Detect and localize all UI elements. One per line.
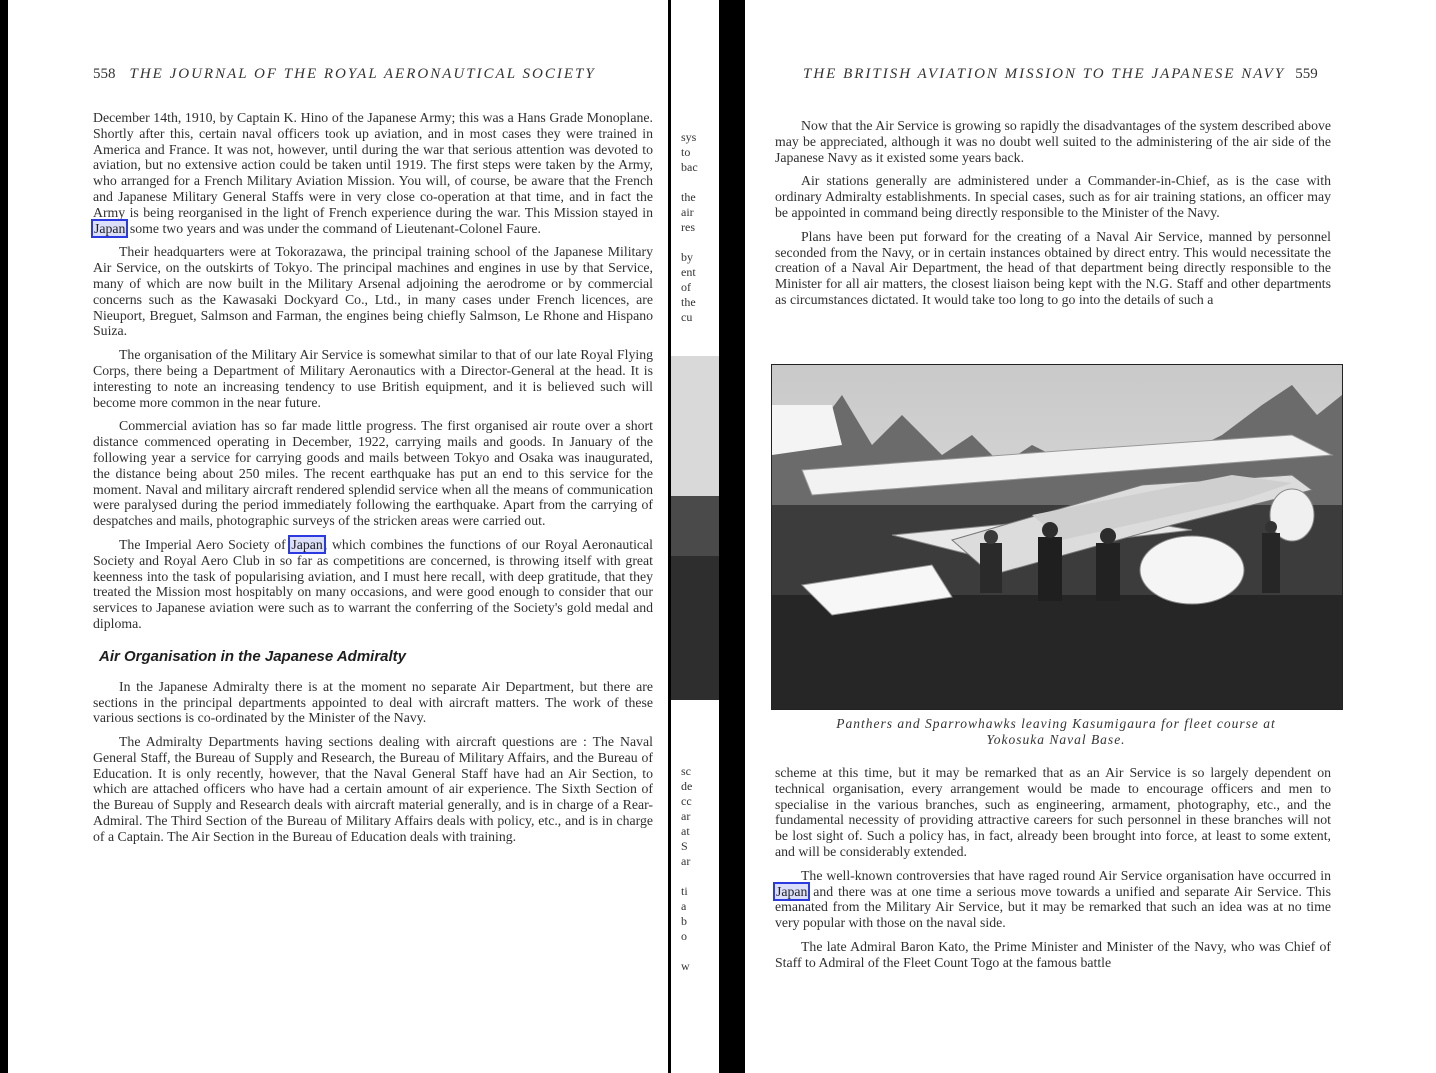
search-highlight-japan[interactable]: Japan: [776, 883, 808, 899]
adjacent-page-photo-edge: [671, 356, 719, 700]
text-span: December 14th, 1910, by Captain K. Hino of the Japanese Army; this was a Hans Grade Monoplane. Shortly after this, certain naval officers took up aviation, and in most cases they were trained in America and France. It was not, however, until during the war that serious attention was devoted to aviation, but no extensive action could be taken until 1919. The first steps were taken by the Army, who arranged for a French Military Aviation Mission. You will, of course, be aware that the French and Japanese Military General Staffs were in very close co-operation at that time, and in fact the Army is being reorganised in the light of French experience during the war. This Mission stayed in: [93, 110, 653, 220]
right-text-column-bottom: [775, 765, 1331, 979]
text-span: The well-known controversies that have raged round Air Service organisation have occurred in: [801, 867, 1331, 883]
left-paragraph-2: Their headquarters were at Tokorazawa, the principal training school of the Japanese Military Air Service, on the outskirts of Tokyo. The principal machines and engines in use by that Service, many of which are now built in the Military Arsenal adjoining the aerodrome or by commercial concerns such as the Kawasaki Dockyard Co., Ltd., in many cases under French licences, are Nieuport, Breguet, Salmson and Farman, the engines being chiefly Salmson, Le Rhone and Hispano Suiza.: [93, 244, 653, 339]
right-paragraph-5: [775, 868, 1331, 931]
left-paragraph-4: Commercial aviation has so far made little progress. The first organised air route over a short distance commenced operating in December, 1922, carrying mails and goods. In January of the following year a service for carrying goods and mails between Tokyo and Osaka was inaugurated, the distance being about 250 miles. The recent earthquake has put an end to this service for the moment. Naval and military aircraft rendered splendid service when all the means of communication were paralysed during the period immediately following the earthquake. Apart from the carrying of despatches and mails, photographic surveys of the stricken areas were carried out.: [93, 418, 653, 529]
left-text-column: [93, 110, 653, 853]
right-paragraph-4: scheme at this time, but it may be remarked that as an Air Service is so largely dependent on technical organisation, every arrangement would be made to encourage officers and men to specialise in the various branches, such as engineering, armament, photography, etc., and the fundamental necessity of providing attractive careers for such personnel in these branches will not be lost sight of. Such a policy has, in fact, already been brought into force, at least to some extent, and will be considerably extended.: [775, 765, 1331, 859]
adjacent-page-fragments-bottom: sc de cc ar at S ar ti a b o w: [681, 764, 693, 973]
right-paragraph-3: Plans have been put forward for the creating of a Naval Air Service, manned by personnel seconded from the Navy, or in certain instances obtained by direct entry. This would necessitate the creation of a Naval Air Department, the head of that department being directly responsible to the Minister for all air matters, the closest liaison being kept with the N.G. Staff and other departments as circumstances dictated. It would take too long to go into the details of such a: [775, 228, 1331, 307]
left-running-head: [93, 66, 596, 83]
left-paragraph-5: [93, 537, 653, 632]
left-page: [8, 0, 668, 1073]
text-span: , which combines the functions of our Royal Aeronautical Society and Royal Aero Club in so far as competitions are concerned, is throwing itself with great keenness into the task of popularising aviation, and I must here recall, with deep gratitude, that they treated the Mission most hospitably on many occasions, and were good enough to consider that our services to Japanese aviation were such as to warrant the conferring of the Society's gold medal and diploma.: [93, 536, 653, 631]
aircraft-photo-illustration: [772, 365, 1342, 709]
caption-line-2: Yokosuka Naval Base.: [986, 732, 1126, 747]
aircraft-photograph: [771, 364, 1343, 710]
right-paragraph-6: The late Admiral Baron Kato, the Prime Minister and Minister of the Navy, who was Chief of Staff to Admiral of the Fleet Count Togo at the famous battle: [775, 938, 1331, 970]
right-running-head: [803, 66, 1318, 83]
photo-ground: [671, 556, 719, 700]
left-paragraph-1: [93, 110, 653, 236]
caption-line-1: Panthers and Sparrowhawks leaving Kasumigaura for fleet course at: [836, 716, 1276, 731]
left-running-head-title: THE JOURNAL OF THE ROYAL AERONAUTICAL SOCIETY: [129, 66, 596, 82]
photo-caption: [771, 716, 1341, 748]
left-paragraph-7: The Admiralty Departments having sections dealing with aircraft questions are : The Naval General Staff, the Bureau of Supply and Research, the Bureau of Military Affairs, and the Bureau of Education. It is only recently, however, that the Naval General Staff have had an Air Section, to which are attached officers who have had a certain amount of air experience. The Sixth Section of the Bureau of Supply and Research deals with aircraft material generally, and is in charge of a Rear-Admiral. The Third Section of the Bureau of Military Affairs deals with policy, etc., and is in charge of a Captain. The Air Section in the Bureau of Education deals with training.: [93, 734, 653, 844]
text-span: some two years and was under the command of Lieutenant-Colonel Faure.: [126, 220, 541, 236]
right-page-number: 559: [1295, 66, 1318, 82]
right-paragraph-1: Now that the Air Service is growing so rapidly the disadvantages of the system described above may be appreciated, although it was no doubt well suited to the administering of the air side of the Japanese Navy as it existed some years back.: [775, 118, 1331, 165]
right-paragraph-2: Air stations generally are administered under a Commander-in-Chief, as is the case with ordinary Admiralty establishments. In special cases, such as for air training stations, an officer may be appointed in command being directly responsible to the Minister of the Navy.: [775, 173, 1331, 220]
right-page: [745, 0, 1436, 1073]
search-highlight-japan[interactable]: Japan: [291, 536, 323, 552]
right-text-column-top: [775, 118, 1331, 316]
section-heading: Air Organisation in the Japanese Admiralty: [99, 647, 407, 665]
photo-sky: [671, 356, 719, 496]
adjacent-page-strip: [671, 0, 719, 1073]
left-paragraph-6: In the Japanese Admiralty there is at the moment no separate Air Department, but there are sections in the principal departments appointed to deal with aircraft matters. The work of these various sections is co-ordinated by the Minister of the Navy.: [93, 678, 653, 726]
left-page-number: 558: [93, 66, 116, 82]
right-running-head-title: THE BRITISH AVIATION MISSION TO THE JAPANESE NAVY: [803, 66, 1286, 82]
left-paragraph-3: The organisation of the Military Air Service is somewhat similar to that of our late Royal Flying Corps, there being a Department of Military Aeronautics with a Director-General at the head. It is interesting to note an increasing tendency to use British equipment, and it is believed such will become more common in the near future.: [93, 347, 653, 410]
adjacent-page-fragments-top: sys to bac the air res by ent of the cu: [681, 130, 698, 324]
search-highlight-japan[interactable]: Japan: [94, 220, 126, 236]
text-span: and there was at one time a serious move towards a unified and separate Air Service. This emanated from the Military Air Service, but it may be remarked that such an idea was at no time very popular with those on the naval side.: [775, 883, 1331, 931]
text-span: The Imperial Aero Society of: [119, 536, 291, 552]
